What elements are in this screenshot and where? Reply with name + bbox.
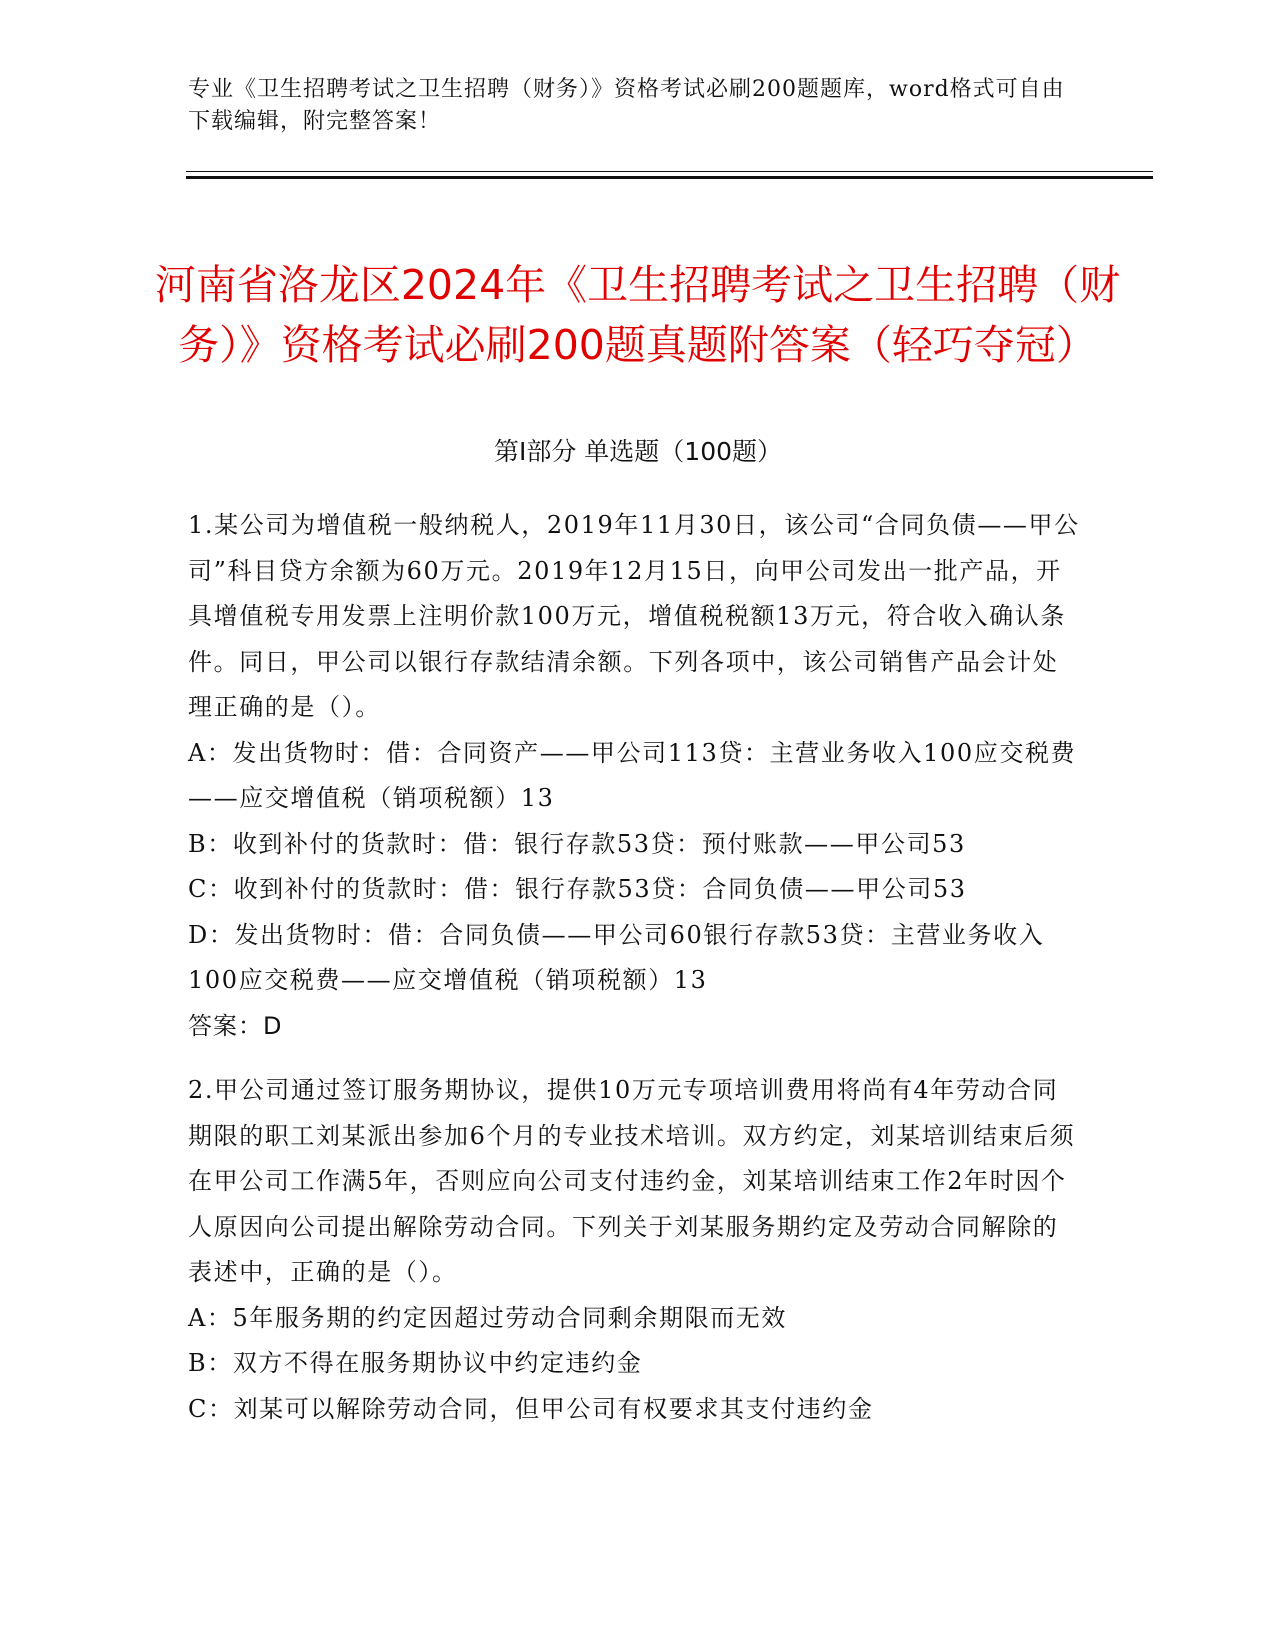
header-note: 专业《卫生招聘考试之卫生招聘（财务）》资格考试必刷200题题库，word格式可自由下载编辑，附完整答案！	[188, 77, 1065, 134]
option-c: C：收到补付的货款时：借：银行存款53贷：合同负债——甲公司53	[188, 875, 967, 903]
question-1	[188, 503, 1083, 1049]
answer-line: 答案：D	[188, 1011, 283, 1040]
option-b: B：双方不得在服务期协议中约定违约金	[188, 1349, 643, 1377]
question-2	[188, 1068, 1083, 1432]
document-title: 河南省洛龙区2024年《卫生招聘考试之卫生招聘（财务）》资格考试必刷200题真题附答案（轻巧夺冠）	[154, 261, 1121, 370]
option-d: D：发出货物时：借：合同负债——甲公司60银行存款53贷：主营业务收入100应交税费——应交增值税（销项税额）13	[188, 920, 1045, 994]
option-a: A：发出货物时：借：合同资产——甲公司113贷：主营业务收入100应交税费——应交增值税（销项税额）13	[188, 738, 1077, 812]
option-b: B：收到补付的货款时：借：银行存款53贷：预付账款——甲公司53	[188, 829, 966, 858]
header-rule-thick	[186, 176, 1153, 179]
option-a: A：5年服务期的约定因超过劳动合同剩余期限而无效	[188, 1303, 787, 1332]
header-rule-thin	[186, 171, 1153, 172]
question-stem: 2.甲公司通过签订服务期协议，提供10万元专项培训费用将尚有4年劳动合同期限的职工刘某派出参加6个月的专业技术培训。双方约定，刘某培训结束后须在甲公司工作满5年，否则应向公司支付违约金，刘某培训结束工作2年时因个人原因向公司提出解除劳动合同。下列关于刘某服务期约定及劳动合同解除的表述中，正确的是（）。	[188, 1076, 1076, 1286]
section-title: 第Ⅰ部分 单选题（100题）	[493, 437, 783, 466]
question-stem: 1.某公司为增值税一般纳税人，2019年11月30日，该公司“合同负债——甲公司”科目贷方余额为60万元。2019年12月15日，向甲公司发出一批产品，开具增值税专用发票上注明价款100万元，增值税税额13万元，符合收入确认条件。同日，甲公司以银行存款结清余额。下列各项中，该公司销售产品会计处理正确的是（）。	[188, 511, 1080, 721]
option-c: C：刘某可以解除劳动合同，但甲公司有权要求其支付违约金	[188, 1394, 874, 1423]
